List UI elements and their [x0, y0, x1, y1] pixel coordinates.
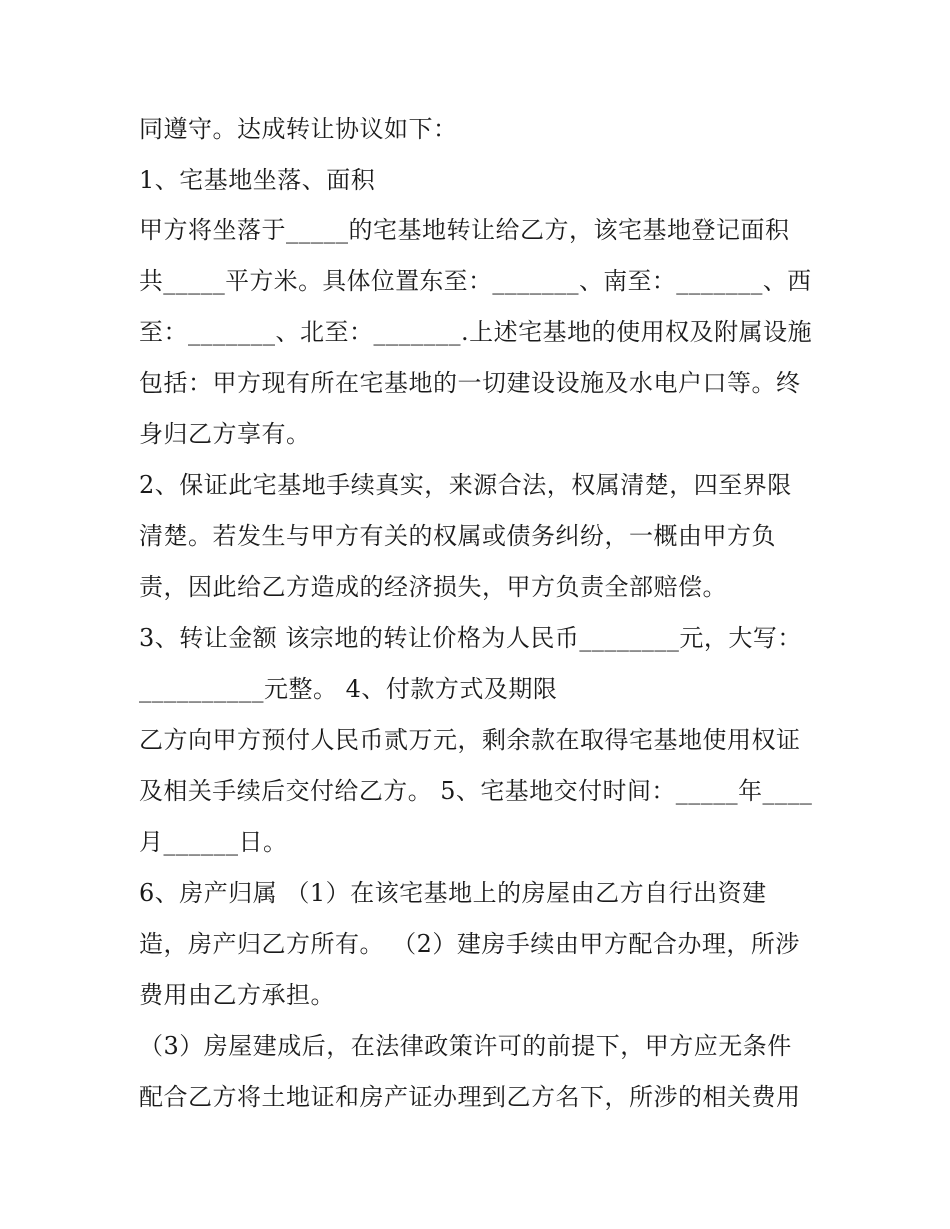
text-line: 月______日。	[139, 828, 288, 856]
text-line: 及相关手续后交付给乙方。 5、宅基地交付时间：_____年____	[139, 777, 813, 805]
text-line: 配合乙方将土地证和房产证办理到乙方名下，所涉的相关费用	[139, 1083, 801, 1111]
text-line: 1、宅基地坐落、面积	[139, 166, 376, 194]
text-line: 共_____平方米。具体位置东至：_______、南至：_______、西	[139, 267, 812, 295]
text-line: 身归乙方享有。	[139, 420, 311, 448]
text-line: 费用由乙方承担。	[139, 981, 335, 1009]
text-line: 6、房产归属 （1）在该宅基地上的房屋由乙方自行出资建	[139, 879, 767, 907]
text-line: （3）房屋建成后，在法律政策许可的前提下，甲方应无条件	[139, 1032, 792, 1060]
text-line: 包括：甲方现有所在宅基地的一切建设设施及水电户口等。终	[139, 369, 801, 397]
text-line: 甲方将坐落于_____的宅基地转让给乙方，该宅基地登记面积	[139, 216, 790, 244]
text-line: 清楚。若发生与甲方有关的权属或债务纠纷，一概由甲方负	[139, 522, 776, 550]
text-line: __________元整。 4、付款方式及期限	[139, 675, 558, 703]
text-line: 同遵守。达成转让协议如下：	[139, 115, 458, 143]
text-line: 责，因此给乙方造成的经济损失，甲方负责全部赔偿。	[139, 573, 727, 601]
text-line: 造，房产归乙方所有。 （2）建房手续由甲方配合办理，所涉	[139, 930, 800, 958]
text-line: 乙方向甲方预付人民币贰万元，剩余款在取得宅基地使用权证	[139, 726, 801, 754]
text-line: 至：_______、北至：_______.上述宅基地的使用权及附属设施	[139, 318, 813, 346]
text-line: 3、转让金额 该宗地的转让价格为人民币________元，大写：	[139, 624, 802, 652]
text-line: 2、保证此宅基地手续真实，来源合法，权属清楚，四至界限	[139, 471, 792, 499]
